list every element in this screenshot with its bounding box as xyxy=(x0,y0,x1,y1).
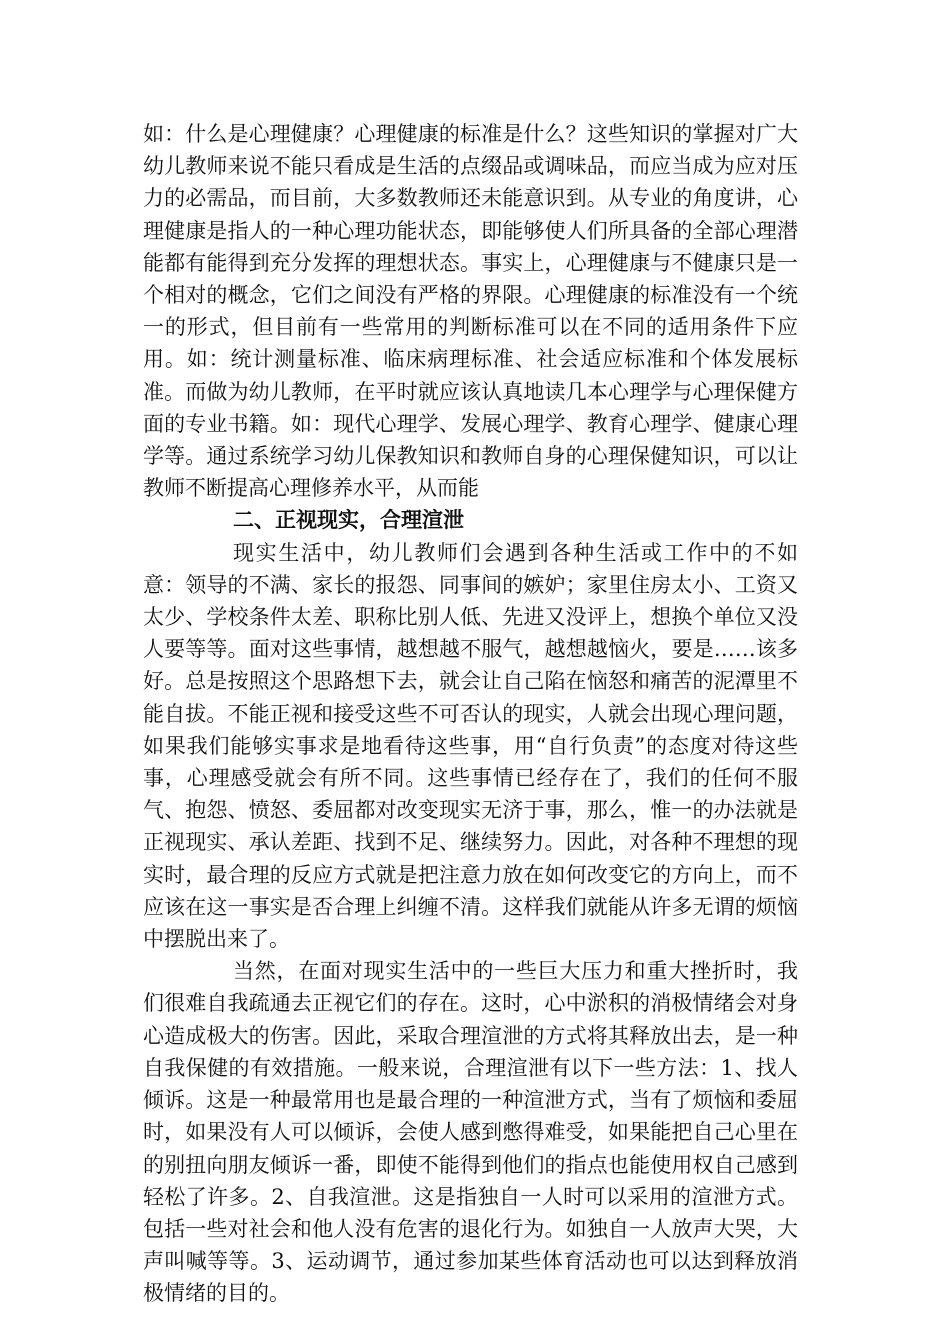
body-paragraph-1: 如：什么是心理健康？心理健康的标准是什么？这些知识的掌握对广大幼儿教师来说不能只看成是生活的点缀品或调味品，而应当成为应对压力的必需品，而目前，大多数教师还未能意识到。从专业的角度讲，心理健康是指人的一种心理功能状态，即能够使人们所具备的全部心理潜能都有能得到充分发挥的理想状态。事实上，心理健康与不健康只是一个相对的概念，它们之间没有严格的界限。心理健康的标准没有一个统一的形式，但目前有一些常用的判断标准可以在不同的适用条件下应用。如：统计测量标准、临床病理标准、社会适应标准和个体发展标准。而做为幼儿教师，在平时就应该认真地读几本心理学与心理保健方面的专业书籍。如：现代心理学、发展心理学、教育心理学、健康心理学等。通过系统学习幼儿保教知识和教师自身的心理保健知识，可以让教师不断提高心理修养水平，从而能 xyxy=(143,122,798,501)
section-heading: 二、正视现实，合理渲泄 xyxy=(233,507,464,533)
document-page xyxy=(143,118,798,1310)
body-paragraph-3: 当然，在面对现实生活中的一些巨大压力和重大挫折时，我们很难自我疏通去正视它们的存在。这时，心中淤积的消极情绪会对身心造成极大的伤害。因此，采取合理渲泄的方式将其释放出去，是一种自我保健的有效措施。一般来说，合理渲泄有以下一些方法：1、找人倾诉。这是一种最常用也是最合理的一种渲泄方式，当有了烦恼和委屈时，如果没有人可以倾诉，会使人感到憋得难受，如果能把自己心里在的别扭向朋友倾诉一番，即使不能得到他们的指点也能使用权自己感到轻松了许多。2、自我渲泄。这是指独自一人时可以采用的渲泄方式。包括一些对社会和他人没有危害的退化行为。如独自一人放声大哭，大声叫喊等等。3、运动调节，通过参加某些体育活动也可以达到释放消极情绪的目的。 xyxy=(143,959,798,1306)
body-paragraph-2: 现实生活中，幼儿教师们会遇到各种生活或工作中的不如意：领导的不满、家长的报怨、同事间的嫉妒；家里住房太小、工资又太少、学校条件太差、职称比别人低、先进又没评上，想换个单位又没人要等等。面对这些事情，越想越不服气，越想越恼火，要是……该多好。总是按照这个思路想下去，就会让自己陷在恼怒和痛苦的泥潭里不能自拔。不能正视和接受这些不可否认的现实，人就会出现心理问题，如果我们能够实事求是地看待这些事，用“自行负责”的态度对待这些事，心理感受就会有所不同。这些事情已经存在了，我们的任何不服气、抱怨、愤怒、委屈都对改变现实无济于事，那么，惟一的办法就是正视现实、承认差距、找到不足、继续努力。因此，对各种不理想的现实时，最合理的反应方式就是把注意力放在如何改变它的方向上，而不应该在这一事实是否合理上纠缠不清。这样我们就能从许多无谓的烦恼中摆脱出来了。 xyxy=(143,540,798,952)
